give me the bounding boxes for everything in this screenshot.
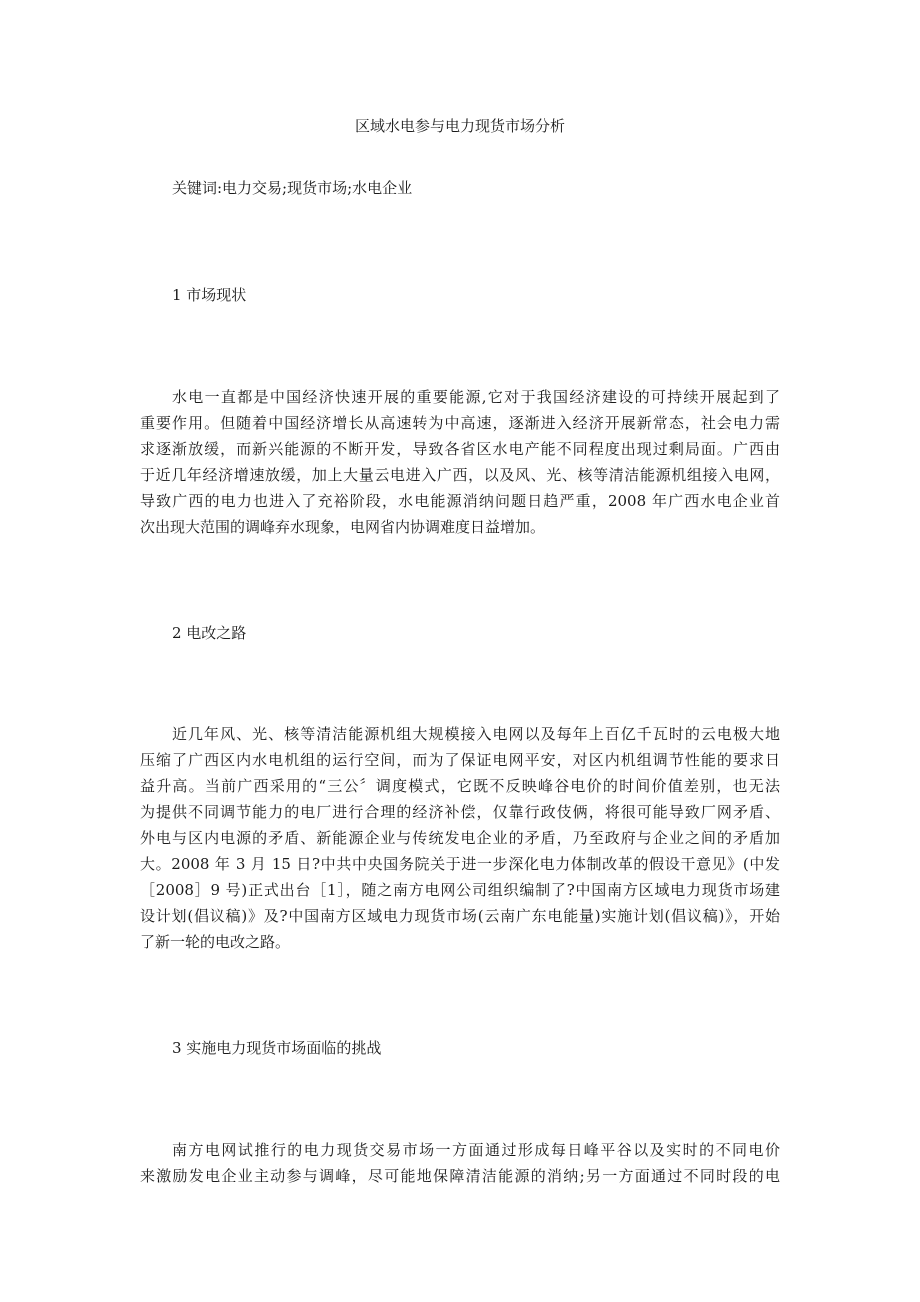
paragraph-line: 压缩了广西区内水电机组的运行空间，而为了保证电网平安，对区内机组调节性能的要求日: [140, 751, 780, 769]
paragraph-line: 来激励发电企业主动参与调峰，尽可能地保障清洁能源的消纳;另一方面通过不同时段的电: [140, 1167, 780, 1185]
paragraph-line: 重要作用。但随着中国经济增长从高速转为中高速，逐渐进入经济开展新常态，社会电力需: [140, 414, 780, 432]
section-paragraph-1: [140, 384, 780, 540]
paragraph-line: 水电一直都是中国经济快速开展的重要能源,它对于我国经济建设的可持续开展起到了: [172, 388, 780, 406]
paragraph-line: 设计划(倡议稿)》及?中国南方区域电力现货市场(云南广东电能量)实施计划(倡议稿)》，开始: [140, 907, 780, 925]
paragraph-line: 求逐渐放缓，而新兴能源的不断开发，导致各省区水电产能不同程度出现过剩局面。广西由: [140, 440, 780, 458]
paragraph-line: ［2008］9 号)正式出台［1］，随之南方电网公司组织编制了?中国南方区域电力现货市场建: [140, 881, 780, 899]
paragraph-line: 次出现大范围的调峰弃水现象，电网省内协调难度日益增加。: [140, 518, 546, 536]
section-heading-1: 1 市场现状: [172, 286, 247, 304]
section-heading-2: 2 电改之路: [172, 624, 247, 642]
paragraph-line: 大。2008 年 3 月 15 日?中共中央国务院关于进一步深化电力体制改革的假设干意见》(中发: [140, 855, 780, 873]
document-title: 区域水电参与电力现货市场分析: [354, 117, 565, 135]
keywords-line: 关键词:电力交易;现货市场;水电企业: [172, 179, 413, 197]
section-heading-3: 3 实施电力现货市场面临的挑战: [172, 1039, 382, 1057]
paragraph-line: 近几年风、光、核等清洁能源机组大规模接入电网以及每年上百亿千瓦时的云电极大地: [172, 725, 780, 743]
paragraph-line: 了新一轮的电改之路。: [140, 933, 291, 951]
section-paragraph-3: [140, 1137, 780, 1189]
paragraph-line: 为提供不同调节能力的电厂进行合理的经济补偿，仅靠行政伎俩，将很可能导致厂网矛盾、: [140, 803, 780, 821]
paragraph-line: 南方电网试推行的电力现货交易市场一方面通过形成每日峰平谷以及实时的不同电价: [172, 1141, 780, 1159]
paragraph-line: 导致广西的电力也进入了充裕阶段，水电能源消纳问题日趋严重，2008 年广西水电企业首: [140, 492, 780, 510]
section-paragraph-2: [140, 721, 780, 955]
paragraph-line: 外电与区内电源的矛盾、新能源企业与传统发电企业的矛盾，乃至政府与企业之间的矛盾加: [140, 829, 780, 847]
paragraph-line: 于近几年经济增速放缓，加上大量云电进入广西，以及风、光、核等清洁能源机组接入电网，: [140, 466, 780, 484]
paragraph-line: 益升高。当前广西采用的“三公〞调度模式，它既不反映峰谷电价的时间价值差别，也无法: [140, 777, 780, 795]
